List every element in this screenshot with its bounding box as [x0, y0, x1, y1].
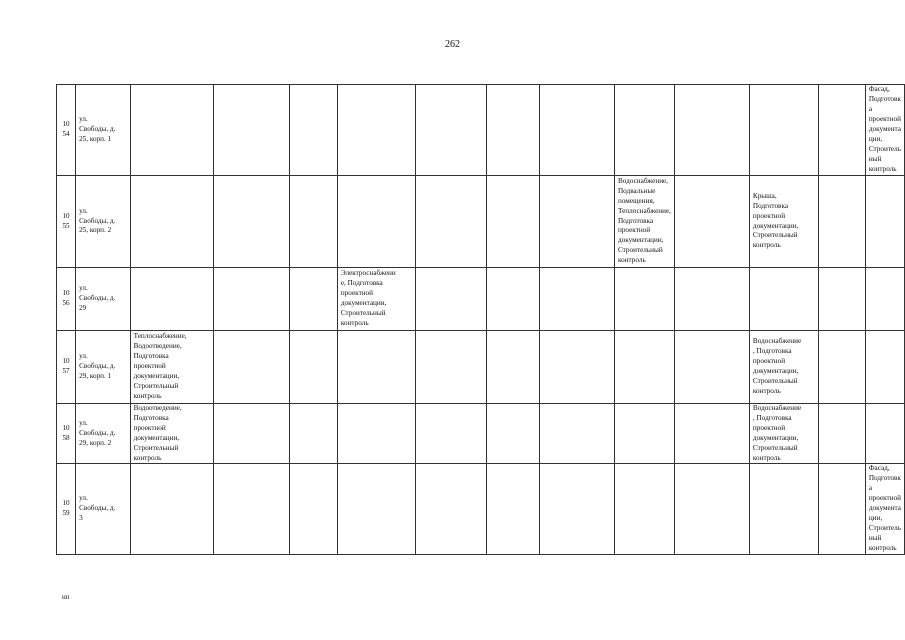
- empty-cell: [865, 404, 904, 464]
- empty-cell: [415, 404, 486, 464]
- empty-cell: [674, 404, 749, 464]
- empty-cell: [819, 85, 866, 176]
- address-cell: ул. Свободы, д. 29, корп. 2: [76, 404, 131, 464]
- empty-cell: [614, 268, 674, 331]
- work-note-cell: Электроснабжени е, Подготовка проектной документации, Строительный контроль: [337, 268, 415, 331]
- empty-cell: [415, 464, 486, 554]
- address-cell: ул. Свободы, д. 25, корп. 2: [76, 176, 131, 268]
- work-note-cell: Водоотведение, Подготовка проектной документации, Строительный контроль: [130, 404, 213, 464]
- empty-cell: [337, 404, 415, 464]
- empty-cell: [415, 331, 486, 404]
- empty-cell: [819, 331, 866, 404]
- empty-cell: [614, 404, 674, 464]
- empty-cell: [614, 331, 674, 404]
- empty-cell: [614, 464, 674, 554]
- work-note-cell: Водоснабжение, Подвальные помещения, Теплоснабжение, Подготовка проектной документации, Строительный контроль: [614, 176, 674, 268]
- empty-cell: [290, 464, 338, 554]
- empty-cell: [337, 85, 415, 176]
- empty-cell: [290, 176, 338, 268]
- empty-cell: [337, 331, 415, 404]
- address-cell: ул. Свободы, д. 29: [76, 268, 131, 331]
- empty-cell: [749, 464, 818, 554]
- works-table: [56, 84, 905, 555]
- empty-cell: [487, 404, 540, 464]
- table-row: [57, 464, 905, 554]
- empty-cell: [819, 464, 866, 554]
- empty-cell: [540, 268, 615, 331]
- work-note-cell: Теплоснабжение, Водоотведение, Подготовка проектной документации, Строительный контроль: [130, 331, 213, 404]
- empty-cell: [415, 176, 486, 268]
- row-number-cell: 10 59: [57, 464, 76, 554]
- footer-mark: нп: [62, 593, 70, 601]
- empty-cell: [674, 268, 749, 331]
- empty-cell: [614, 85, 674, 176]
- empty-cell: [540, 85, 615, 176]
- empty-cell: [213, 331, 290, 404]
- empty-cell: [213, 268, 290, 331]
- empty-cell: [819, 268, 866, 331]
- empty-cell: [213, 176, 290, 268]
- row-number-cell: 10 56: [57, 268, 76, 331]
- empty-cell: [415, 268, 486, 331]
- row-number-cell: 10 54: [57, 85, 76, 176]
- empty-cell: [130, 85, 213, 176]
- empty-cell: [819, 404, 866, 464]
- empty-cell: [290, 331, 338, 404]
- empty-cell: [674, 464, 749, 554]
- row-number-cell: 10 58: [57, 404, 76, 464]
- row-number-cell: 10 57: [57, 331, 76, 404]
- empty-cell: [674, 331, 749, 404]
- empty-cell: [487, 331, 540, 404]
- empty-cell: [213, 404, 290, 464]
- empty-cell: [290, 268, 338, 331]
- empty-cell: [865, 331, 904, 404]
- empty-cell: [819, 176, 866, 268]
- table-row: [57, 176, 905, 268]
- work-note-cell: Водоснабжение , Подготовка проектной документации, Строительный контроль: [749, 404, 818, 464]
- page-number: 262: [445, 39, 460, 50]
- empty-cell: [337, 464, 415, 554]
- address-cell: ул. Свободы, д. 3: [76, 464, 131, 554]
- empty-cell: [130, 464, 213, 554]
- empty-cell: [213, 464, 290, 554]
- empty-cell: [749, 268, 818, 331]
- empty-cell: [865, 268, 904, 331]
- empty-cell: [540, 464, 615, 554]
- table-row: [57, 268, 905, 331]
- table-row: [57, 331, 905, 404]
- work-note-cell: Фасад, Подготовк а проектной документа ции, Строитель ный контроль: [865, 464, 904, 554]
- empty-cell: [487, 176, 540, 268]
- work-note-cell: Водоснабжение , Подготовка проектной документации, Строительный контроль: [749, 331, 818, 404]
- empty-cell: [290, 404, 338, 464]
- empty-cell: [865, 176, 904, 268]
- empty-cell: [337, 176, 415, 268]
- row-number-cell: 10 55: [57, 176, 76, 268]
- empty-cell: [487, 464, 540, 554]
- empty-cell: [487, 85, 540, 176]
- empty-cell: [540, 404, 615, 464]
- empty-cell: [290, 85, 338, 176]
- empty-cell: [213, 85, 290, 176]
- table-row: [57, 85, 905, 176]
- empty-cell: [130, 176, 213, 268]
- empty-cell: [674, 85, 749, 176]
- table-row: [57, 404, 905, 464]
- empty-cell: [540, 331, 615, 404]
- work-note-cell: Крыша, Подготовка проектной документации, Строительный контроль: [749, 176, 818, 268]
- empty-cell: [749, 85, 818, 176]
- table-body: [57, 85, 905, 555]
- empty-cell: [540, 176, 615, 268]
- address-cell: ул. Свободы, д. 29, корп. 1: [76, 331, 131, 404]
- empty-cell: [487, 268, 540, 331]
- empty-cell: [130, 268, 213, 331]
- empty-cell: [674, 176, 749, 268]
- empty-cell: [415, 85, 486, 176]
- address-cell: ул. Свободы, д. 25, корп. 1: [76, 85, 131, 176]
- work-note-cell: Фасад, Подготовк а проектной документа ции, Строитель ный контроль: [865, 85, 904, 176]
